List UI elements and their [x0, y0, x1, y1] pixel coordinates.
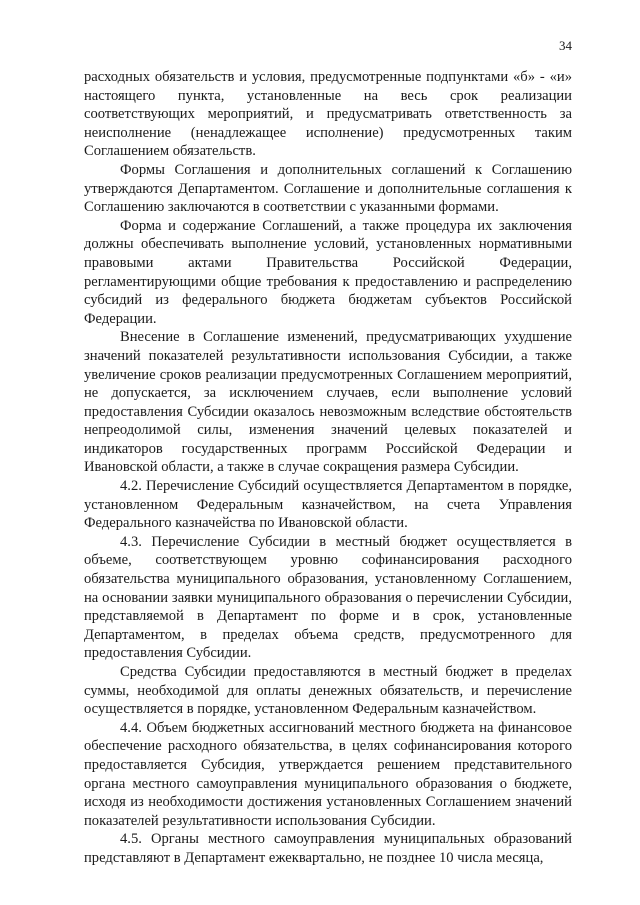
paragraph-4-3: 4.3. Перечисление Субсидии в местный бюджет осуществляется в объеме, соответствующем уровню софинансирования расходного обязательства муниципального образования, установленному Соглашением, на основании заявки муниципального образования о перечислении Субсидии, представляемой в Департамент по форме и в срок, установленные Департаментом, в пределах объема средств, предусмотренного для предоставления Субсидии.	[84, 533, 572, 662]
paragraph-4-2: 4.2. Перечисление Субсидий осуществляется Департаментом в порядке, установленном Федеральным казначейством, на счета Управления Федерального казначейства по Ивановской области.	[84, 478, 572, 532]
paragraph: Внесение в Соглашение изменений, предусматривающих ухудшение значений показателей результативности использования Субсидии, а также увеличение сроков реализации предусмотренных Соглашением мероприятий, не допускается, за исключением случаев, если выполнение условий предоставления Субсидии оказалось невозможным вследствие обстоятельств непреодолимой силы, изменения значений целевых показателей и индикаторов государственных программ Российской Федерации и Ивановской области, а также в случае сокращения размера Субсидии.	[84, 329, 572, 476]
paragraph: Средства Субсидии предоставляются в местный бюджет в пределах суммы, необходимой для оплаты денежных обязательств, и перечисление осуществляется в порядке, установленном Федеральным казначейством.	[84, 664, 572, 718]
document-body	[84, 68, 572, 868]
paragraph: расходных обязательств и условия, предусмотренные подпунктами «б» - «и» настоящего пункта, установленные на весь срок реализации соответствующих мероприятий, и предусматривать ответственность за неисполнение (ненадлежащее исполнение) предусмотренных таким Соглашением обязательств.	[84, 69, 572, 160]
paragraph: Формы Соглашения и дополнительных соглашений к Соглашению утверждаются Департаментом. Соглашение и дополнительные соглашения к Соглашению заключаются в соответствии с указанными формами.	[84, 161, 572, 216]
paragraph-4-4: 4.4. Объем бюджетных ассигнований местного бюджета на финансовое обеспечение расходного обязательства, в целях софинансирования которого предоставляется Субсидия, утверждается решением представительного органа местного самоуправления муниципального образования о бюджете, исходя из необходимости достижения установленных Соглашением значений показателей результативности использования Субсидии.	[84, 719, 572, 829]
page-number: 34	[559, 38, 572, 53]
paragraph: Форма и содержание Соглашений, а также процедура их заключения должны обеспечивать выполнение условий, установленных нормативными правовыми актами Правительства Российской Федерации, регламентирующими общие требования к предоставлению и распределению субсидий из федерального бюджета бюджетам субъектов Российской Федерации.	[84, 217, 572, 327]
paragraph-4-5: 4.5. Органы местного самоуправления муниципальных образований представляют в Департамент ежеквартально, не позднее 10 числа месяца,	[84, 831, 572, 866]
